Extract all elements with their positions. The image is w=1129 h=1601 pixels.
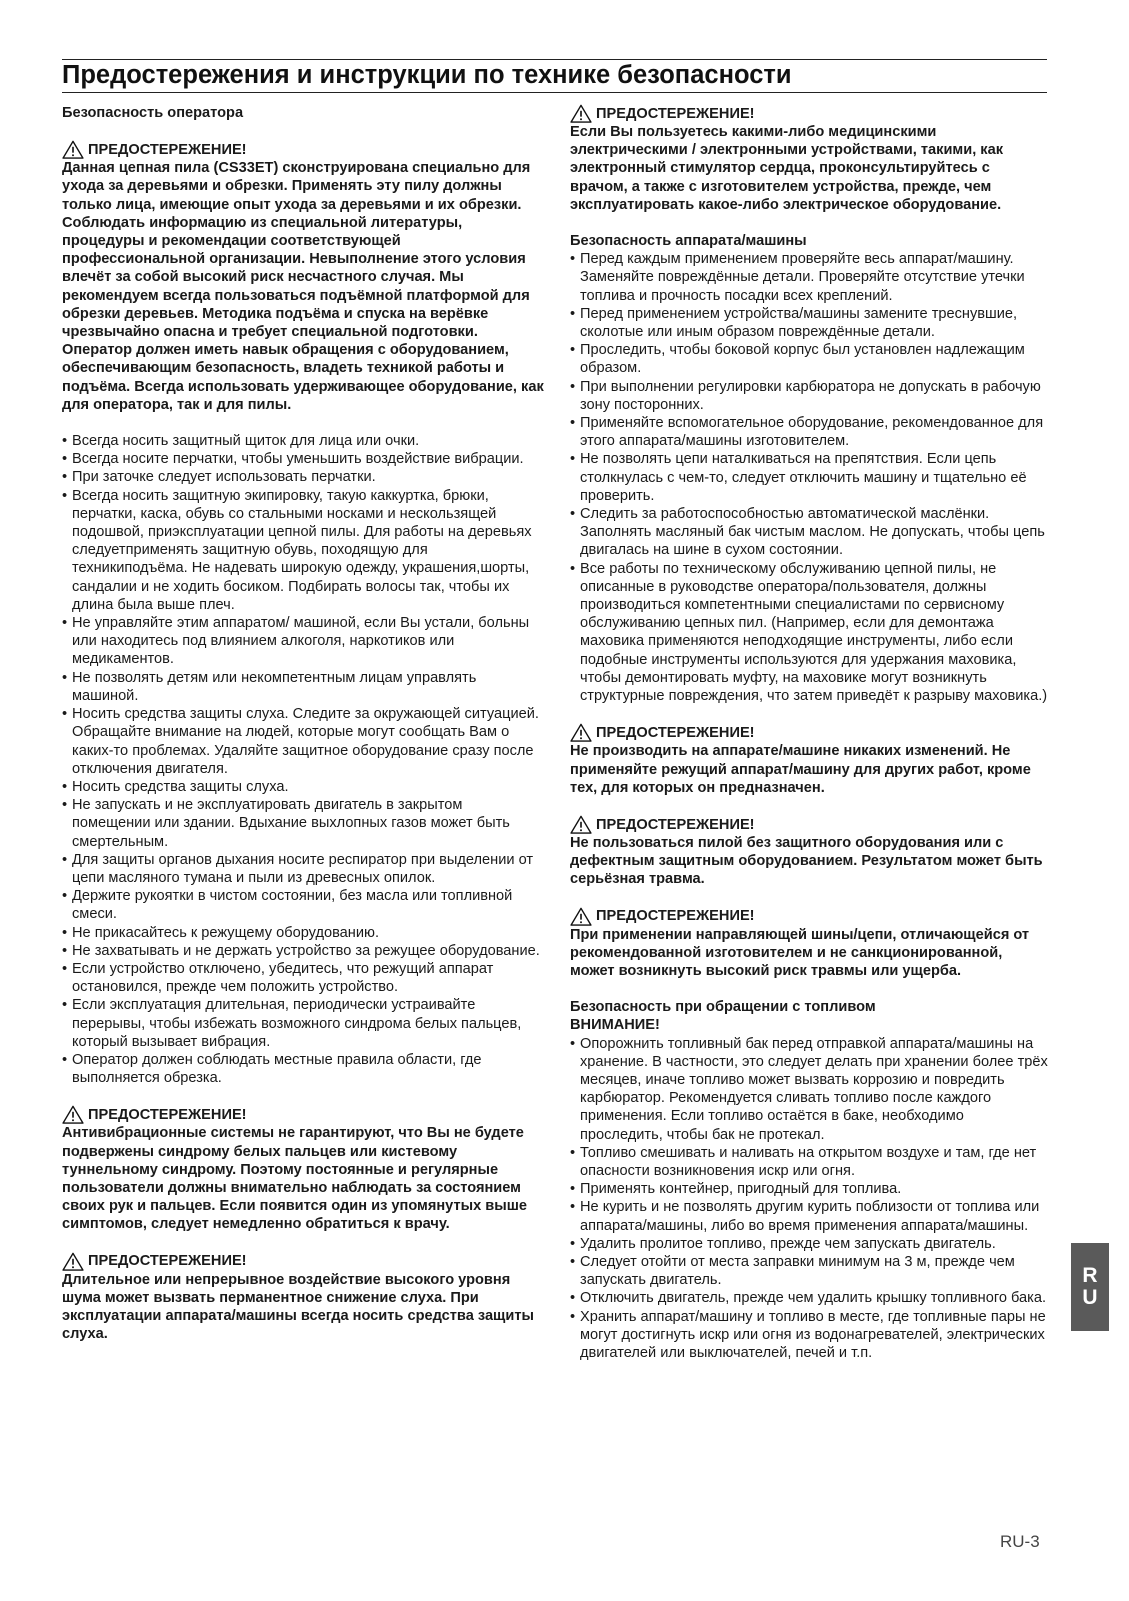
list-item: • Не позволять детям или некомпетентным лицам управлять машиной. bbox=[62, 669, 544, 705]
warning-heading bbox=[570, 815, 1050, 834]
warning-heading bbox=[570, 907, 1050, 926]
page-title: Предостережения и инструкции по технике безопасности bbox=[62, 61, 792, 89]
list-item: • Перед применением устройства/машины замените треснувшие, сколотые или иным образом повреждённые детали. bbox=[570, 305, 1050, 341]
list-item: • Топливо смешивать и наливать на открытом воздухе и там, где нет опасности возникновения искр или огня. bbox=[570, 1144, 1050, 1180]
warning-text: Антивибрационные системы не гарантируют, что Вы не будете подвержены синдрому белых пальцев или кистевому туннельному синдрому. Поэтому постоянные и регулярные пользователи должны внимательно наблюдать за состоянием своих рук и пальцев. Если появится один из упомянутых выше симптомов, следует немедленно обратиться к врачу. bbox=[62, 1125, 527, 1233]
list-item: • Применять контейнер, пригодный для топлива. bbox=[570, 1180, 1050, 1198]
list-item: • Всегда носить защитную экипировку, такую каккуртка, брюки, перчатки, каска, обувь со стальными носками и нескользящей подошвой, приэксплуатации цепной пилы. Для работы на деревьях следуетприменять защитную обувь, походящую для техникиподъёма. Не надевать широкую одежду, украшения,шорты, сандалии и не ходить босиком. Подбирать волосы так, чтобы их длина была выше плеч. bbox=[62, 487, 544, 614]
list-item: • Перед каждым применением проверяйте весь аппарат/машину. Заменяйте повреждённые детали. Проверяйте отсутствие утечки топлива и прочность посадки всех креплений. bbox=[570, 250, 1050, 305]
list-item: • Удалить пролитое топливо, прежде чем запускать двигатель. bbox=[570, 1235, 1050, 1253]
warning-text: Длительное или непрерывное воздействие высокого уровня шума может вызвать перманентное снижение слуха. При эксплуатации аппарата/машины всегда носить средства защиты слуха. bbox=[62, 1271, 534, 1343]
list-item: • Проследить, чтобы боковой корпус был установлен надлежащим образом. bbox=[570, 341, 1050, 377]
list-item: • При выполнении регулировки карбюратора не допускать в рабочую зону посторонних. bbox=[570, 378, 1050, 414]
machine-safety-heading: Безопасность аппарата/машины bbox=[570, 233, 807, 250]
list-item: • Все работы по техническому обслуживанию цепной пилы, не описанные в руководстве оператора/пользователя, должны производиться компетентными специалистами по сервисному обслуживанию цепных пил. (Например, если для демонтажа маховика применяются неподходящие инструменты, либо если подобные инструменты используются для удержания маховика, чтобы демонтировать муфту, на маховике могут возникнуть структурные повреждения, что затем приведёт к разрыву маховика.) bbox=[570, 560, 1050, 706]
list-item: • Для защиты органов дыхания носите респиратор при выделении от цепи масляного тумана и пыли из древесных опилок. bbox=[62, 851, 544, 887]
language-tab-letter: R bbox=[1082, 1264, 1098, 1287]
list-item: • Не управляйте этим аппаратом/ машиной, если Вы устали, больны или находитесь под влиянием алкоголя, наркотиков или медикаментов. bbox=[62, 614, 544, 669]
warning-label: ПРЕДОСТЕРЕЖЕНИЕ! bbox=[88, 1253, 247, 1270]
list-item: • Хранить аппарат/машину и топливо в месте, где топливные пары не могут достигнуть искр или огня из водонагревателей, электрических двигателей или выключателей, печей и т.п. bbox=[570, 1308, 1050, 1363]
list-item: • Носить средства защиты слуха. Следите за окружающей ситуацией. Обращайте внимание на людей, которые могут сообщать Вам о каких-то проблемах. Удаляйте защитное оборудование сразу после отключения двигателя. bbox=[62, 705, 544, 778]
left-column bbox=[62, 104, 544, 1343]
fuel-bullet-list bbox=[570, 1035, 1050, 1363]
page-number: RU-3 bbox=[1000, 1532, 1040, 1551]
list-item: • Отключить двигатель, прежде чем удалить крышку топливного бака. bbox=[570, 1289, 1050, 1307]
warning-heading bbox=[62, 1252, 544, 1271]
list-item: • Не захватывать и не держать устройство за режущее оборудование. bbox=[62, 942, 544, 960]
list-item: • Опорожнить топливный бак перед отправкой аппарата/машины на хранение. В частности, это следует делать при хранении более трёх месяцев, иначе топливо может вызвать коррозию и повредить карбюратор. Рекомендуется сливать топливо после каждого применения. Если топливо остаётся в баке, необходимо проследить, чтобы бак не протекал. bbox=[570, 1035, 1050, 1144]
warning-text: Не пользоваться пилой без защитного оборудования или с дефектным защитным оборудованием. Результатом может быть серьёзная травма. bbox=[570, 834, 1043, 888]
warning-text: При применении направляющей шины/цепи, отличающейся от рекомендованной изготовителем и не санкционированной, может возникнуть высокий риск травмы или ущерба. bbox=[570, 926, 1030, 979]
warning-heading bbox=[570, 104, 1050, 123]
operator-bullet-list bbox=[62, 432, 544, 1087]
warning-triangle-icon bbox=[570, 815, 592, 834]
warning-text: Не производить на аппарате/машине никаких изменений. Не применяйте режущий аппарат/машину для других работ, кроме тех, для которых он предназначен. bbox=[570, 743, 1031, 796]
list-item: • Всегда носить защитный щиток для лица или очки. bbox=[62, 432, 544, 450]
list-item: • При заточке следует использовать перчатки. bbox=[62, 468, 544, 486]
list-item: • Всегда носите перчатки, чтобы уменьшить воздействие вибрации. bbox=[62, 450, 544, 468]
warning-triangle-icon bbox=[62, 140, 84, 159]
list-item: • Применяйте вспомогательное оборудование, рекомендованное для этого аппарата/машины изготовителем. bbox=[570, 414, 1050, 450]
warning-label: ПРЕДОСТЕРЕЖЕНИЕ! bbox=[596, 816, 755, 833]
warning-label: ПРЕДОСТЕРЕЖЕНИЕ! bbox=[88, 1107, 247, 1124]
language-tab bbox=[1071, 1243, 1109, 1331]
warning-heading bbox=[62, 1105, 544, 1124]
list-item: • Если устройство отключено, убедитесь, что режущий аппарат остановился, прежде чем положить устройство. bbox=[62, 960, 544, 996]
warning-label: ПРЕДОСТЕРЕЖЕНИЕ! bbox=[596, 908, 755, 925]
warning-label: ПРЕДОСТЕРЕЖЕНИЕ! bbox=[88, 142, 247, 158]
list-item: • Если эксплуатация длительная, периодически устраивайте перерывы, чтобы избежать возможного синдрома белых пальцев, который вызывает вибрация. bbox=[62, 996, 544, 1051]
list-item: • Не запускать и не эксплуатировать двигатель в закрытом помещении или здании. Вдыхание выхлопных газов может быть смертельным. bbox=[62, 796, 544, 851]
attention-label: ВНИМАНИЕ! bbox=[570, 1017, 660, 1034]
warning-triangle-icon bbox=[570, 723, 592, 742]
fuel-safety-heading: Безопасность при обращении с топливом bbox=[570, 999, 876, 1016]
warning-label: ПРЕДОСТЕРЕЖЕНИЕ! bbox=[596, 725, 755, 742]
machine-bullet-list bbox=[570, 250, 1050, 705]
warning-heading bbox=[570, 723, 1050, 742]
language-tab-letter: U bbox=[1082, 1286, 1098, 1309]
warning-triangle-icon bbox=[570, 104, 592, 123]
list-item: • Носить средства защиты слуха. bbox=[62, 778, 544, 796]
warning-triangle-icon bbox=[62, 1105, 84, 1124]
list-item: • Держите рукоятки в чистом состоянии, без масла или топливной смеси. bbox=[62, 887, 544, 923]
warning-heading bbox=[62, 140, 544, 159]
title-rule-bottom bbox=[62, 92, 1047, 93]
list-item: • Не позволять цепи наталкиваться на препятствия. Если цепь столкнулась с чем-то, следует отключить машину и тщательно её проверить. bbox=[570, 450, 1050, 505]
warning-text: Если Вы пользуетесь какими-либо медицинскими электрическими / электронными устройствами, такими, как электронный стимулятор сердца, проконсультируйтесь с врачом, а также с изготовителем устройства, прежде, чем эксплуатировать какое-либо электрическое оборудование. bbox=[570, 124, 1004, 213]
list-item: • Не прикасайтесь к режущему оборудованию. bbox=[62, 924, 544, 942]
warning-text: Данная цепная пила (CS33ET) сконструирована специально для ухода за деревьями и обрезки. Применять эту пилу должны только лица, имеющие опыт ухода за деревьями и их обрезки. Соблюдать информацию из специальной литературы, процедуры и рекомендации соответствующей профессиональной организации. Невыполнение этого условия влечёт за собой высокий риск несчастного случая. Мы рекомендуем всегда пользоваться подъёмной платформой для обрезки деревьев. Методика подъёма и спуска на верёвке чрезвычайно опасна и требует специальной подготовки. Оператор должен иметь навык обращения с оборудованием, обеспечивающим безопасность, владеть техникой работы и подъёма. Всегда использовать удерживающее оборудование, как для оператора, так и для пилы. bbox=[62, 160, 544, 413]
list-item: • Следить за работоспособностью автоматической маслёнки. Заполнять масляный бак чистым маслом. Не допускать, чтобы цепь двигалась на шине в сухом состоянии. bbox=[570, 505, 1050, 560]
list-item: • Не курить и не позволять другим курить поблизости от топлива или аппарата/машины, либо во время применения аппарата/машины. bbox=[570, 1198, 1050, 1234]
warning-triangle-icon bbox=[62, 1252, 84, 1271]
right-column bbox=[570, 104, 1050, 1362]
operator-safety-heading: Безопасность оператора bbox=[62, 105, 244, 121]
list-item: • Следует отойти от места заправки минимум на 3 м, прежде чем запускать двигатель. bbox=[570, 1253, 1050, 1289]
warning-triangle-icon bbox=[570, 907, 592, 926]
list-item: • Оператор должен соблюдать местные правила области, где выполняется обрезка. bbox=[62, 1051, 544, 1087]
warning-label: ПРЕДОСТЕРЕЖЕНИЕ! bbox=[596, 105, 755, 122]
